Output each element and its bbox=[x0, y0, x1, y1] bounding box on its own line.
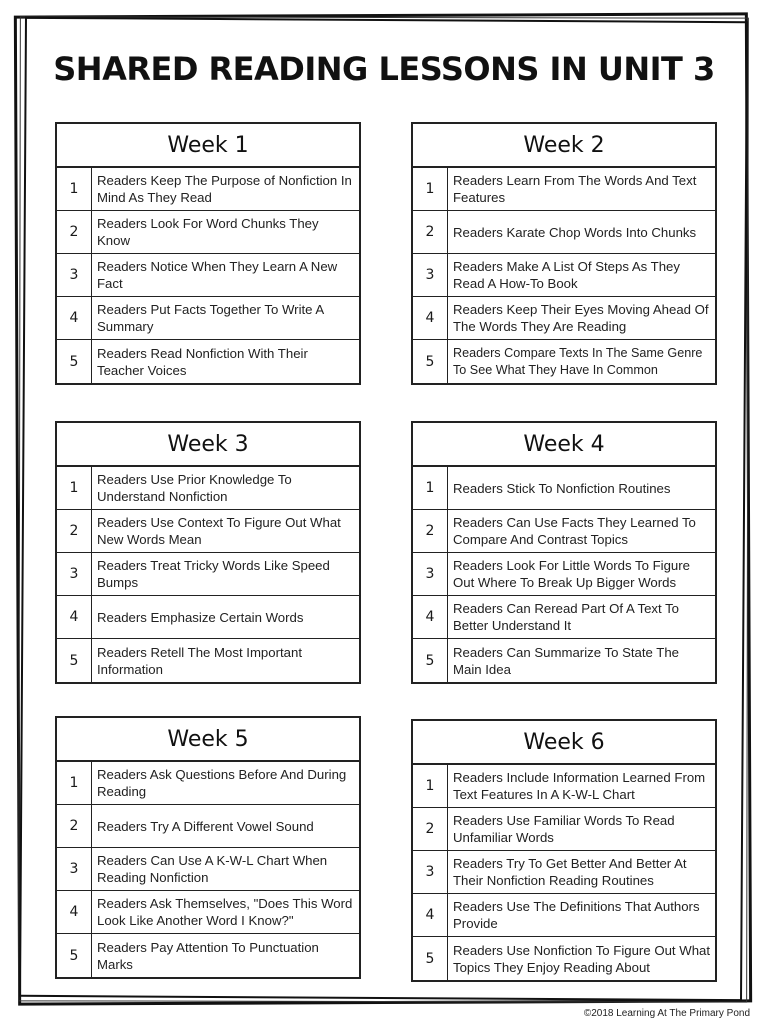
lesson-title: Readers Can Summarize To State The Main Idea bbox=[453, 644, 680, 677]
lesson-row bbox=[57, 805, 359, 848]
lesson-number: 2 bbox=[413, 510, 448, 552]
lesson-number: 3 bbox=[57, 848, 92, 890]
lesson-title: Readers Use The Definitions That Authors Provide bbox=[453, 899, 700, 931]
week-header: Week 4 bbox=[413, 423, 715, 467]
lesson-row bbox=[57, 510, 359, 553]
lesson-row bbox=[413, 254, 715, 297]
lesson-row bbox=[413, 808, 715, 851]
lesson-title: Readers Keep Their Eyes Moving Ahead Of The Words They Are Reading bbox=[453, 302, 709, 334]
lesson-number: 5 bbox=[413, 639, 448, 682]
lesson-row bbox=[413, 510, 715, 553]
week-header: Week 3 bbox=[57, 423, 359, 467]
week-header: Week 1 bbox=[57, 124, 359, 168]
lesson-title: Readers Use Prior Knowledge To Understand Nonfiction bbox=[97, 472, 292, 504]
lesson-title: Readers Read Nonfiction With Their Teacher Voices bbox=[97, 345, 308, 378]
lesson-title: Readers Keep The Purpose of Nonfiction In Mind As They Read bbox=[97, 173, 352, 205]
lesson-row bbox=[57, 553, 359, 596]
lesson-title: Readers Use Familiar Words To Read Unfamiliar Words bbox=[453, 813, 675, 845]
lesson-title: Readers Can Use Facts They Learned To Compare And Contrast Topics bbox=[453, 515, 696, 547]
lesson-row bbox=[57, 934, 359, 977]
lesson-title: Readers Try To Get Better And Better At Their Nonfiction Reading Routines bbox=[453, 856, 687, 888]
lesson-row bbox=[413, 894, 715, 937]
lesson-number: 3 bbox=[413, 553, 448, 595]
lesson-number: 3 bbox=[57, 254, 92, 296]
week-3-table bbox=[55, 421, 361, 684]
lesson-row bbox=[57, 168, 359, 211]
lesson-row bbox=[57, 848, 359, 891]
lesson-title: Readers Treat Tricky Words Like Speed Bumps bbox=[97, 558, 330, 590]
lesson-row bbox=[413, 765, 715, 808]
lesson-number: 3 bbox=[413, 851, 448, 893]
lesson-row bbox=[413, 297, 715, 340]
lesson-row bbox=[57, 340, 359, 383]
lesson-row bbox=[57, 891, 359, 934]
lesson-row bbox=[57, 297, 359, 340]
lesson-number: 4 bbox=[57, 891, 92, 933]
lesson-row bbox=[57, 254, 359, 297]
lesson-row bbox=[57, 762, 359, 805]
lesson-number: 1 bbox=[57, 762, 92, 804]
week-5-table bbox=[55, 716, 361, 979]
lesson-number: 2 bbox=[57, 211, 92, 253]
lesson-row bbox=[413, 596, 715, 639]
lesson-row bbox=[413, 168, 715, 211]
lesson-title: Readers Notice When They Learn A New Fact bbox=[97, 259, 338, 291]
week-2-table bbox=[411, 122, 717, 385]
lesson-title: Readers Look For Little Words To Figure Out Where To Break Up Bigger Words bbox=[453, 558, 690, 590]
lesson-number: 2 bbox=[413, 808, 448, 850]
lesson-title: Readers Can Use A K-W-L Chart When Reading Nonfiction bbox=[97, 853, 328, 885]
lesson-number: 2 bbox=[413, 211, 448, 253]
lesson-number: 1 bbox=[413, 467, 448, 509]
lesson-number: 4 bbox=[413, 596, 448, 638]
lesson-title: Readers Karate Chop Words Into Chunks bbox=[453, 224, 697, 240]
lesson-title: Readers Make A List Of Steps As They Read A How-To Book bbox=[453, 259, 680, 291]
lesson-row bbox=[57, 596, 359, 639]
lesson-row bbox=[57, 639, 359, 682]
page-title: SHARED READING LESSONS IN UNIT 3 bbox=[53, 50, 715, 88]
lesson-number: 4 bbox=[57, 596, 92, 638]
lesson-number: 2 bbox=[57, 510, 92, 552]
lesson-title: Readers Can Reread Part Of A Text To Better Understand It bbox=[453, 601, 680, 633]
lesson-row bbox=[57, 467, 359, 510]
lesson-number: 5 bbox=[57, 639, 92, 682]
lesson-title: Readers Include Information Learned From Text Features In A K-W-L Chart bbox=[453, 770, 706, 802]
lesson-row bbox=[413, 340, 715, 383]
lesson-row bbox=[413, 937, 715, 980]
lesson-row bbox=[413, 639, 715, 682]
lesson-title: Readers Pay Attention To Punctuation Marks bbox=[97, 939, 319, 972]
lesson-number: 1 bbox=[57, 168, 92, 210]
lesson-title: Readers Look For Word Chunks They Know bbox=[97, 216, 319, 248]
lesson-row bbox=[413, 851, 715, 894]
lesson-number: 5 bbox=[57, 340, 92, 383]
lesson-number: 1 bbox=[57, 467, 92, 509]
week-header: Week 5 bbox=[57, 718, 359, 762]
lesson-number: 4 bbox=[413, 894, 448, 936]
lesson-title: Readers Compare Texts In The Same Genre To See What They Have In Common bbox=[453, 345, 703, 377]
lesson-number: 2 bbox=[57, 805, 92, 847]
week-1-table bbox=[55, 122, 361, 385]
lesson-number: 5 bbox=[413, 340, 448, 383]
lesson-title: Readers Put Facts Together To Write A Summary bbox=[97, 302, 324, 334]
lesson-title: Readers Try A Different Vowel Sound bbox=[97, 818, 314, 834]
lesson-number: 4 bbox=[413, 297, 448, 339]
lesson-row bbox=[413, 467, 715, 510]
lesson-row bbox=[413, 553, 715, 596]
lesson-title: Readers Use Nonfiction To Figure Out What Topics They Enjoy Reading About bbox=[453, 942, 711, 975]
lesson-title: Readers Emphasize Certain Words bbox=[97, 609, 304, 625]
lesson-title: Readers Retell The Most Important Information bbox=[97, 644, 302, 677]
lesson-title: Readers Ask Questions Before And During Reading bbox=[97, 767, 347, 799]
week-header: Week 2 bbox=[413, 124, 715, 168]
lesson-title: Readers Stick To Nonfiction Routines bbox=[453, 480, 671, 496]
lesson-number: 4 bbox=[57, 297, 92, 339]
lesson-title: Readers Ask Themselves, "Does This Word Look Like Another Word I Know?" bbox=[97, 896, 353, 928]
lesson-number: 5 bbox=[413, 937, 448, 980]
week-6-table bbox=[411, 719, 717, 982]
lesson-title: Readers Learn From The Words And Text Features bbox=[453, 173, 697, 205]
lesson-row bbox=[57, 211, 359, 254]
lesson-number: 1 bbox=[413, 168, 448, 210]
lesson-title: Readers Use Context To Figure Out What New Words Mean bbox=[97, 515, 341, 547]
lesson-row bbox=[413, 211, 715, 254]
week-4-table bbox=[411, 421, 717, 684]
lesson-number: 3 bbox=[57, 553, 92, 595]
copyright-footer: ©2018 Learning At The Primary Pond bbox=[583, 1008, 750, 1019]
lesson-number: 5 bbox=[57, 934, 92, 977]
lesson-number: 3 bbox=[413, 254, 448, 296]
lesson-number: 1 bbox=[413, 765, 448, 807]
week-header: Week 6 bbox=[413, 721, 715, 765]
